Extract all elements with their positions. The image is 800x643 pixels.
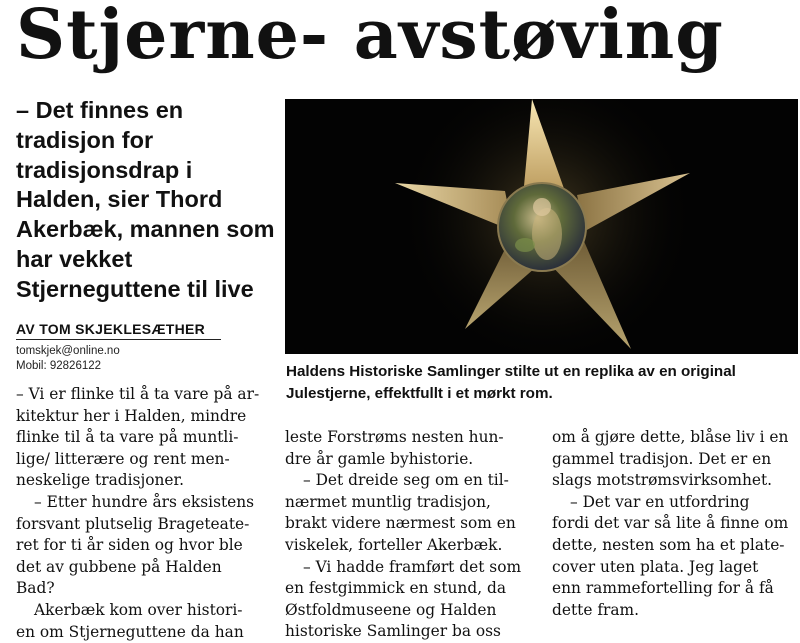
text-line: en festgimmick en stund, da: [285, 579, 507, 598]
text-line: en om Stjerneguttene da han: [16, 622, 244, 641]
text-line: ret for ti år siden og hvor ble: [16, 536, 243, 555]
text-line: dette fram.: [552, 600, 640, 619]
text-line: historiske Samlinger ba oss: [285, 622, 501, 641]
text-line: – Vi er flinke til å ta vare på ar-: [16, 385, 260, 403]
text-line: viskelek, forteller Akerbæk.: [285, 535, 503, 554]
text-line: gammel tradisjon. Det er en: [552, 449, 772, 468]
article-column-3: [552, 427, 797, 621]
star-lantern-illustration: [285, 99, 798, 354]
text-line: – Det var en utfordring: [570, 492, 750, 511]
text-line: cover uten plata. Jeg laget: [552, 557, 759, 576]
text-line: brakt videre nærmest som en: [285, 514, 516, 533]
text-line: Østfoldmuseene og Halden: [285, 600, 497, 619]
paragraph: [285, 557, 533, 643]
paragraph: [16, 384, 278, 492]
text-line: nærmet muntlig tradisjon,: [285, 492, 491, 511]
article-headline: Stjerne- avstøving: [16, 0, 724, 75]
text-line: flinke til å ta vare på muntli-: [16, 428, 239, 447]
paragraph: [285, 470, 533, 556]
article-lede: – Det finnes en tradisjon for tradisjonsdrap i Halden, sier Thord Akerbæk, mannen som har vekket Stjerneguttene til live: [16, 97, 275, 302]
text-line: dette, nesten som ha et plate-: [552, 535, 785, 554]
text-line: fordi det var så lite å finne om: [552, 514, 789, 533]
text-line: – Etter hundre års eksistens: [34, 492, 255, 511]
photo-caption: Haldens Historiske Samlinger stilte ut en replika av en original Julestjerne, effektfullt i et mørkt rom.: [286, 363, 736, 402]
text-line: det av gubbene på Halden: [16, 557, 222, 576]
text-line: slags motstrømsvirksomhet.: [552, 471, 773, 490]
contact-phone: Mobil: 92826122: [16, 360, 102, 372]
article-column-1: [16, 384, 278, 643]
text-line: leste Forstrøms nesten hun-: [285, 428, 504, 446]
text-line: lige/ litterære og rent men-: [16, 449, 230, 468]
contact-email: tomskjek@online.no: [16, 345, 120, 357]
paragraph: [16, 492, 278, 600]
text-line: – Det dreide seg om en til-: [303, 471, 509, 490]
text-line: dre år gamle byhistorie.: [285, 449, 474, 468]
text-line: forsvant plutselig Brageteate-: [16, 514, 250, 533]
article-column-2: [285, 427, 533, 643]
star-photo: [285, 99, 798, 354]
text-line: Bad?: [16, 579, 55, 598]
paragraph: [16, 600, 278, 643]
paragraph: [285, 427, 533, 470]
text-line: – Vi hadde framført det som: [303, 557, 522, 576]
paragraph: [552, 427, 797, 492]
text-line: enn rammefortelling for å få: [552, 579, 774, 598]
text-line: Akerbæk kom over histori-: [34, 600, 243, 619]
text-line: neskelige tradisjoner.: [16, 471, 185, 490]
paragraph: [552, 492, 797, 622]
text-line: kitektur her i Halden, mindre: [16, 406, 247, 425]
byline: AV TOM SKJEKLESÆTHER: [16, 321, 221, 340]
text-line: om å gjøre dette, blåse liv i en: [552, 428, 789, 446]
